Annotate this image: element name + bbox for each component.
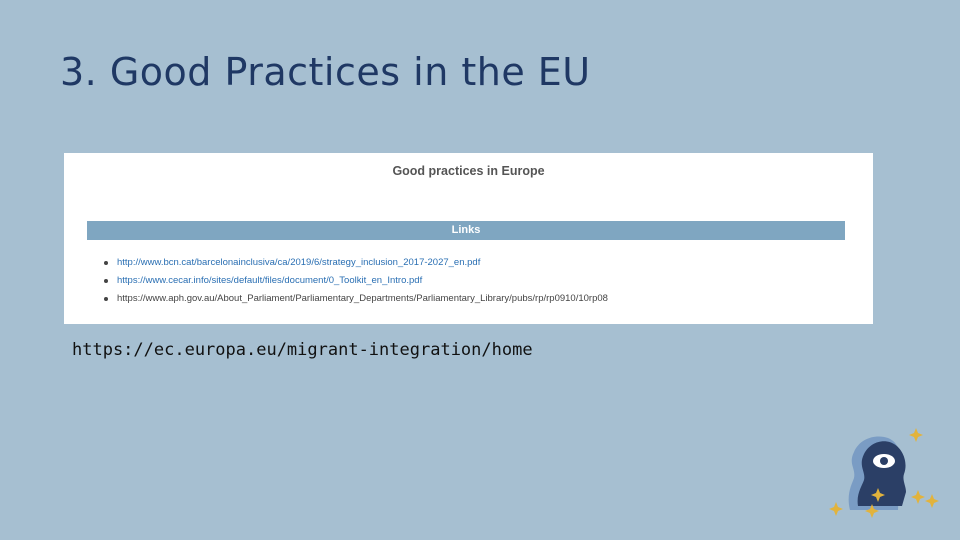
link-item-barcelona[interactable]: http://www.bcn.cat/barcelonainclusiva/ca/2019/6/strategy_inclusion_2017-2027_en.pdf: [102, 254, 608, 272]
migrant-integration-url[interactable]: https://ec.europa.eu/migrant-integration/home: [72, 340, 533, 360]
link-item-aph[interactable]: https://www.aph.gov.au/About_Parliament/Parliamentary_Departments/Parliamentary_Library/pubs/rp/rp0910/10rp08: [102, 290, 608, 308]
links-header-bar: Links: [87, 221, 845, 240]
link-item-cecar[interactable]: https://www.cecar.info/sites/default/files/document/0_Toolkit_en_Intro.pdf: [102, 272, 608, 290]
link-list: [102, 254, 608, 308]
panel-heading: Good practices in Europe: [392, 164, 545, 178]
good-practices-screenshot: [64, 153, 873, 324]
head-with-eye-logo-icon: [828, 424, 940, 520]
slide-title: 3. Good Practices in the EU: [60, 50, 591, 94]
